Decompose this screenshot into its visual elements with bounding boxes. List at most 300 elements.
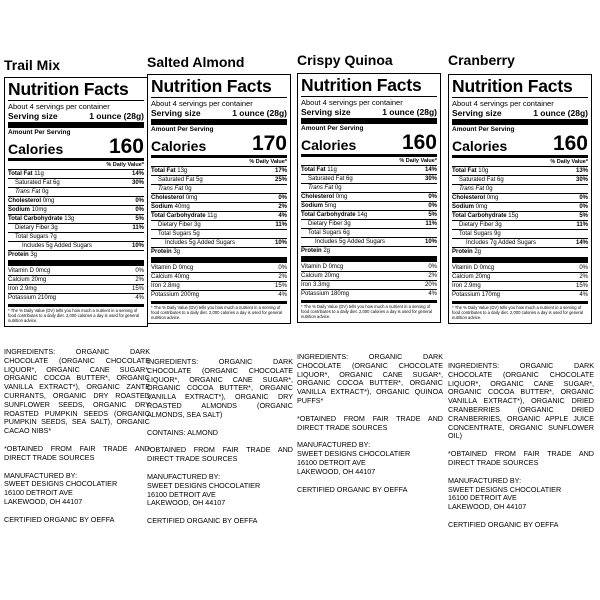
nutrient-amount: 0g — [41, 189, 49, 195]
divider-medium — [151, 155, 287, 158]
nutrient-row — [8, 214, 144, 223]
vitamin-daily-value: 0% — [278, 265, 287, 271]
nutrition-facts-title: Nutrition Facts — [452, 76, 573, 96]
nutrient-amount: 40mg — [174, 204, 190, 210]
nutrient-label — [151, 185, 192, 193]
nutrient-name: Total Fat — [8, 171, 33, 177]
vitamin-label: Iron 2.9mg — [452, 283, 481, 289]
manufacturer-line: LAKEWOOD, OH 44107 — [4, 496, 83, 506]
nutrient-amount: 0mg — [475, 204, 488, 210]
nutrient-row — [301, 174, 437, 183]
nutrient-name: Total Sugars — [15, 234, 49, 240]
daily-value-header: % Daily Value* — [550, 159, 588, 165]
calories-row — [151, 134, 287, 154]
nutrient-name: Includes 7g Added Sugars — [466, 240, 537, 246]
fair-trade-note: *OBTAINED FROM FAIR TRADE AND DIRECT TRADE SOURCES — [297, 413, 443, 432]
divider-medium — [301, 154, 437, 157]
nutrient-label — [151, 248, 180, 256]
divider-thick — [452, 257, 588, 263]
certification: CERTIFIED ORGANIC BY OEFFA — [448, 519, 559, 529]
vitamin-row — [301, 263, 437, 271]
vitamin-label: Vitamin D 0mcg — [301, 264, 344, 270]
nutrient-daily-value: 0% — [579, 195, 588, 201]
nutrient-name: Saturated Fat — [308, 176, 345, 182]
nutrition-facts-title: Nutrition Facts — [301, 75, 422, 95]
fair-trade-note: *OBTAINED FROM FAIR TRADE AND DIRECT TRADE SOURCES — [448, 449, 594, 467]
nutrient-amount: 9g — [494, 231, 501, 237]
nutrient-label — [452, 167, 488, 175]
manufacturer-block — [448, 477, 594, 512]
vitamin-daily-value: 0% — [135, 268, 144, 274]
servings-per-container: About 4 servings per container — [301, 98, 403, 107]
nutrient-name: Trans Fat — [158, 186, 184, 192]
nutrient-daily-value: 17% — [274, 168, 287, 174]
product-title: Cranberry — [448, 52, 515, 68]
nutrient-daily-value: 30% — [131, 180, 144, 186]
calories-label: Calories — [301, 137, 357, 153]
vitamin-label: Vitamin D 0mcg — [151, 265, 194, 271]
nutrient-label — [8, 233, 57, 241]
nutrient-daily-value: 14% — [424, 167, 437, 173]
serving-size-row — [301, 107, 437, 117]
nutrient-label — [301, 184, 342, 192]
nutrient-label — [452, 203, 487, 211]
daily-value-header: % Daily Value* — [399, 158, 437, 164]
divider-thick — [8, 260, 144, 266]
nutrient-row — [8, 178, 144, 187]
nutrient-name: Cholesterol — [452, 195, 486, 201]
nutrition-facts-title: Nutrition Facts — [8, 79, 129, 99]
manufacturer-line: MANUFACTURED BY: — [147, 471, 221, 481]
serving-size-label: Serving size — [301, 107, 351, 117]
nutrient-amount: 5mg — [324, 203, 337, 209]
nutrient-name: Includes 5g Added Sugars — [22, 243, 93, 249]
nutrient-label — [8, 197, 54, 205]
ingredients-text: INGREDIENTS: ORGANIC DARK CHOCOLATE (ORGANIC CHOCOLATE LIQUOR*, ORGANIC CANE SUGAR*, ORGANIC COCOA BUTTER*, ORGANIC VANILLA EXTRACT*), ORGANIC DRY ROASTED ALMONDS (ORGANIC ALMONDS, SEA SALT) — [147, 357, 293, 419]
serving-size-value: 1 ounce (28g) — [232, 108, 287, 118]
nutrient-row — [8, 205, 144, 214]
nutrient-row — [301, 228, 437, 237]
divider — [8, 100, 144, 101]
certification: CERTIFIED ORGANIC BY OEFFA — [147, 516, 258, 526]
nutrient-name: Total Carbohydrate — [452, 213, 507, 219]
serving-size-row — [151, 108, 287, 118]
serving-size-row — [8, 111, 144, 121]
vitamin-daily-value: 4% — [428, 291, 437, 297]
nutrient-amount: 0mg — [486, 195, 499, 201]
nutrient-daily-value: 10% — [274, 240, 287, 246]
vitamin-label: Vitamin D 0mcg — [452, 265, 495, 271]
nutrient-row — [452, 175, 588, 184]
ingredients-text: INGREDIENTS: ORGANIC DARK CHOCOLATE (ORGANIC CHOCOLATE LIQUOR*, ORGANIC CANE SUGAR*, ORGANIC COCOA BUTTER*, ORGANIC VANILLA EXTRACT*), ORGANIC DRIED CRANBERRIES (ORGANIC DRIED CRANBERRIES, ORGANIC APPLE JUICE CONCENTRATE, ORGANIC SUNFLOWER OIL) — [448, 361, 594, 441]
manufacturer-line: SWEET DESIGNS CHOCOLATIER — [4, 479, 118, 489]
divider-thick — [452, 119, 588, 125]
nutrient-name: Total Carbohydrate — [151, 213, 206, 219]
vitamin-row — [8, 267, 144, 275]
divider — [452, 97, 588, 98]
fair-trade-note: *OBTAINED FROM FAIR TRADE AND DIRECT TRADE SOURCES — [4, 443, 150, 462]
manufacturer-block — [297, 441, 443, 476]
divider-medium — [452, 155, 588, 158]
nutrient-name: Protein — [452, 249, 473, 255]
vitamin-row — [8, 284, 144, 293]
nutrient-label — [151, 230, 200, 238]
calories-value: 160 — [401, 131, 437, 154]
nutrition-facts-panel — [448, 74, 592, 324]
nutrient-daily-value: 11% — [132, 225, 144, 231]
nutrient-amount: 7g — [50, 234, 57, 240]
nutrient-row — [151, 229, 287, 238]
vitamin-label: Vitamin D 0mcg — [8, 268, 51, 274]
vitamin-label: Calcium 40mg — [151, 274, 190, 280]
certification: CERTIFIED ORGANIC BY OEFFA — [4, 514, 115, 524]
nutrient-row — [301, 246, 437, 255]
nutrient-name: Saturated Fat — [15, 180, 52, 186]
nutrient-row — [151, 247, 287, 256]
manufacturer-line: 16100 DETROIT AVE — [147, 489, 216, 499]
nutrient-label — [151, 176, 203, 184]
nutrient-daily-value: 0% — [428, 194, 437, 200]
nutrient-name: Trans Fat — [15, 189, 41, 195]
nutrient-row — [8, 250, 144, 259]
nutrient-label — [151, 194, 197, 202]
vitamin-row — [452, 290, 588, 299]
serving-size-value: 1 ounce (28g) — [382, 107, 437, 117]
nutrient-amount: 2g — [323, 248, 331, 254]
nutrient-row — [8, 241, 144, 250]
nutrient-daily-value: 10% — [131, 243, 144, 249]
nutrient-row — [151, 220, 287, 229]
product-title: Trail Mix — [4, 57, 61, 73]
nutrient-daily-value: 5% — [135, 216, 144, 222]
divider-thick — [151, 257, 287, 263]
calories-label: Calories — [452, 138, 508, 154]
nutrient-daily-value: 13% — [575, 168, 588, 174]
nutrient-label — [452, 230, 501, 238]
manufacturer-line: MANUFACTURED BY: — [297, 440, 371, 450]
nutrient-daily-value: 0% — [428, 203, 437, 209]
nutrient-label — [301, 202, 336, 210]
serving-size-label: Serving size — [151, 108, 201, 118]
nutrient-row — [301, 165, 437, 174]
vitamin-row — [8, 293, 144, 302]
vitamin-daily-value: 4% — [278, 292, 287, 298]
amount-per-serving: Amount Per Serving — [452, 126, 515, 133]
nutrient-name: Total Sugars — [459, 231, 493, 237]
calories-value: 160 — [108, 135, 144, 158]
nutrient-name: Cholesterol — [151, 195, 185, 201]
manufacturer-block — [4, 472, 150, 507]
nutrient-amount: 0g — [485, 186, 493, 192]
vitamin-label: Potassium 180mg — [301, 291, 350, 297]
calories-label: Calories — [8, 141, 64, 157]
nutrient-label — [8, 188, 49, 196]
nutrient-daily-value: 0% — [135, 207, 144, 213]
serving-size-label: Serving size — [452, 108, 502, 118]
nutrient-amount: 11g — [207, 213, 217, 219]
amount-per-serving: Amount Per Serving — [301, 125, 364, 132]
nutrient-label — [8, 206, 47, 214]
nutrient-daily-value: 2% — [278, 204, 287, 210]
daily-value-footnote: * The % Daily Value (DV) tells you how much a nutrient in a serving of food contributes to a daily diet. 2,000 calories a day is used for general nutrition advice. — [452, 301, 588, 320]
calories-value: 160 — [552, 132, 588, 155]
vitamin-daily-value: 2% — [135, 277, 144, 283]
vitamin-row — [301, 289, 437, 298]
vitamin-daily-value: 0% — [428, 264, 437, 270]
nutrient-name: Includes 5g Added Sugars — [165, 240, 236, 246]
vitamin-row — [452, 281, 588, 290]
nutrient-row — [301, 219, 437, 228]
nutrient-label — [301, 229, 350, 237]
nutrient-amount: 6g — [53, 180, 60, 186]
allergen-statement: CONTAINS: ALMOND — [147, 427, 218, 437]
nutrient-amount: 2g — [474, 249, 482, 255]
nutrient-row — [8, 196, 144, 205]
daily-value-footnote: * The % Daily Value (DV) tells you how much a nutrient in a serving of food contributes to a daily diet. 2,000 calories a day is used for general nutrition advice. — [8, 304, 144, 323]
vitamin-row — [151, 290, 287, 299]
manufacturer-line: LAKEWOOD, OH 44107 — [448, 502, 527, 512]
calories-row — [301, 133, 437, 153]
manufacturer-line: SWEET DESIGNS CHOCOLATIER — [297, 449, 411, 459]
nutrient-amount: 0mg — [42, 198, 55, 204]
amount-per-serving: Amount Per Serving — [8, 129, 71, 136]
nutrient-amount: 6g — [497, 177, 504, 183]
nutrient-label — [452, 248, 481, 256]
nutrient-amount: 10mg — [31, 207, 47, 213]
nutrient-row — [452, 229, 588, 238]
manufacturer-line: LAKEWOOD, OH 44107 — [297, 466, 376, 476]
vitamin-daily-value: 4% — [135, 295, 144, 301]
nutrient-name: Dietary Fiber — [15, 225, 50, 231]
vitamin-row — [452, 272, 588, 281]
nutrient-name: Protein — [301, 248, 322, 254]
nutrient-amount: 11g — [327, 167, 337, 173]
nutrient-amount: 3g — [495, 222, 502, 228]
nutrient-amount: 0g — [184, 186, 192, 192]
nutrient-label — [301, 238, 385, 246]
nutrient-row — [151, 193, 287, 202]
nutrition-facts-panel — [147, 74, 291, 324]
vitamin-label: Calcium 20mg — [301, 273, 340, 279]
nutrient-label — [151, 239, 235, 247]
vitamin-daily-value: 2% — [278, 274, 287, 280]
vitamin-row — [452, 264, 588, 272]
nutrient-label — [301, 193, 347, 201]
nutrient-name: Total Carbohydrate — [8, 216, 63, 222]
nutrient-name: Cholesterol — [8, 198, 42, 204]
vitamin-label: Iron 3.3mg — [301, 282, 330, 288]
nutrient-name: Protein — [8, 252, 29, 258]
nutrient-amount: 3g — [344, 221, 351, 227]
nutrient-amount: 0mg — [185, 195, 198, 201]
manufacturer-line: SWEET DESIGNS CHOCOLATIER — [448, 484, 562, 494]
nutrient-name: Sodium — [452, 204, 474, 210]
nutrient-label — [8, 242, 92, 250]
divider — [301, 96, 437, 97]
daily-value-header: % Daily Value* — [106, 162, 144, 168]
nutrient-row — [301, 192, 437, 201]
vitamin-daily-value: 20% — [424, 282, 437, 288]
fair-trade-note: *OBTAINED FROM FAIR TRADE AND DIRECT TRADE SOURCES — [147, 445, 293, 464]
nutrient-row — [301, 237, 437, 246]
nutrient-amount: 0g — [334, 185, 342, 191]
vitamin-daily-value: 2% — [579, 274, 588, 280]
ingredients-text: INGREDIENTS: ORGANIC DARK CHOCOLATE (ORGANIC CHOCOLATE LIQUOR*, ORGANIC CANE SUGAR*, ORGANIC COCOA BUTTER*, ORGANIC VANILLA EXTRACT*), ORGANIC QUINOA PUFFS* — [297, 352, 443, 405]
nutrient-row — [151, 166, 287, 175]
nutrition-facts-panel — [4, 77, 148, 327]
nutrient-label — [151, 212, 217, 220]
nutrient-row — [452, 220, 588, 229]
serving-size-value: 1 ounce (28g) — [89, 111, 144, 121]
nutrient-name: Trans Fat — [308, 185, 334, 191]
nutrient-name: Total Fat — [452, 168, 477, 174]
vitamin-label: Iron 2.8mg — [151, 283, 180, 289]
nutrient-amount: 14g — [357, 212, 368, 218]
nutrient-row — [8, 232, 144, 241]
nutrient-row — [8, 187, 144, 196]
vitamin-label: Iron 2.9mg — [8, 286, 37, 292]
nutrient-name: Sodium — [151, 204, 173, 210]
nutrient-amount: 0mg — [335, 194, 348, 200]
manufacturer-line: 16100 DETROIT AVE — [448, 493, 517, 503]
nutrient-name: Dietary Fiber — [459, 222, 494, 228]
vitamin-daily-value: 0% — [579, 265, 588, 271]
nutrient-label — [151, 203, 190, 211]
manufacturer-line: MANUFACTURED BY: — [4, 470, 78, 480]
nutrient-name: Total Fat — [301, 167, 326, 173]
nutrient-amount: 5g — [193, 231, 200, 237]
amount-per-serving: Amount Per Serving — [151, 126, 214, 133]
nutrient-daily-value: 14% — [575, 240, 588, 246]
nutrient-name: Dietary Fiber — [308, 221, 343, 227]
nutrient-label — [151, 167, 187, 175]
nutrient-row — [452, 202, 588, 211]
servings-per-container: About 4 servings per container — [8, 102, 110, 111]
vitamin-daily-value: 15% — [575, 283, 588, 289]
nutrient-daily-value: 11% — [576, 222, 588, 228]
nutrient-row — [301, 183, 437, 192]
vitamin-row — [151, 272, 287, 281]
calories-row — [8, 137, 144, 157]
certification: CERTIFIED ORGANIC BY OEFFA — [297, 484, 408, 494]
nutrient-label — [8, 215, 74, 223]
nutrient-row — [8, 169, 144, 178]
nutrient-amount: 6g — [346, 176, 353, 182]
nutrient-name: Saturated Fat — [459, 177, 496, 183]
vitamin-row — [8, 275, 144, 284]
nutrient-amount: 3g — [173, 249, 181, 255]
serving-size-label: Serving size — [8, 111, 58, 121]
vitamin-daily-value: 15% — [131, 286, 144, 292]
nutrient-amount: 15g — [508, 213, 519, 219]
vitamin-row — [151, 264, 287, 272]
nutrient-label — [301, 247, 330, 255]
vitamin-label: Potassium 200mg — [151, 292, 200, 298]
servings-per-container: About 4 servings per container — [151, 99, 253, 108]
nutrient-row — [452, 238, 588, 247]
nutrient-row — [452, 184, 588, 193]
vitamin-row — [301, 280, 437, 289]
divider-thick — [151, 119, 287, 125]
vitamin-label: Potassium 170mg — [452, 292, 501, 298]
nutrient-amount: 3g — [51, 225, 58, 231]
nutrient-daily-value: 30% — [424, 176, 437, 182]
vitamin-label: Calcium 20mg — [8, 277, 47, 283]
product-title: Crispy Quinoa — [297, 52, 393, 68]
nutrient-label — [452, 176, 504, 184]
nutrient-name: Includes 5g Added Sugars — [315, 239, 386, 245]
nutrient-label — [301, 211, 367, 219]
vitamin-label: Potassium 210mg — [8, 295, 57, 301]
ingredients-block — [448, 362, 594, 539]
nutrient-amount: 11g — [34, 171, 44, 177]
nutrient-name: Total Fat — [151, 168, 176, 174]
calories-row — [452, 134, 588, 154]
vitamin-daily-value: 15% — [274, 283, 287, 289]
calories-value: 170 — [251, 132, 287, 155]
manufacturer-line: MANUFACTURED BY: — [448, 475, 522, 485]
nutrient-amount: 3g — [30, 252, 38, 258]
nutrient-amount: 6g — [343, 230, 350, 236]
ingredients-block — [147, 358, 293, 535]
nutrient-label — [8, 179, 60, 187]
nutrient-name: Sodium — [8, 207, 30, 213]
manufacturer-line: SWEET DESIGNS CHOCOLATIER — [147, 480, 261, 490]
nutrient-row — [151, 238, 287, 247]
servings-per-container: About 4 servings per container — [452, 99, 554, 108]
nutrient-row — [151, 184, 287, 193]
nutrition-facts-panel — [297, 73, 441, 323]
nutrient-daily-value: 14% — [131, 171, 144, 177]
nutrient-row — [8, 223, 144, 232]
divider-medium — [8, 158, 144, 161]
daily-value-header: % Daily Value* — [249, 159, 287, 165]
nutrient-daily-value: 0% — [135, 198, 144, 204]
calories-label: Calories — [151, 138, 207, 154]
nutrient-row — [151, 175, 287, 184]
vitamin-label: Calcium 20mg — [452, 274, 491, 280]
nutrient-label — [452, 194, 498, 202]
nutrient-label — [8, 251, 37, 259]
nutrient-daily-value: 10% — [424, 239, 437, 245]
ingredients-block — [297, 353, 443, 503]
serving-size-row — [452, 108, 588, 118]
nutrient-label — [452, 221, 502, 229]
nutrient-name: Total Sugars — [158, 231, 192, 237]
nutrient-row — [452, 166, 588, 175]
nutrient-label — [452, 239, 536, 247]
nutrient-daily-value: 4% — [278, 213, 287, 219]
vitamin-daily-value: 4% — [579, 292, 588, 298]
nutrient-label — [301, 220, 351, 228]
nutrient-daily-value: 0% — [579, 204, 588, 210]
nutrient-daily-value: 5% — [579, 213, 588, 219]
nutrient-label — [301, 166, 337, 174]
nutrient-label — [151, 221, 201, 229]
nutrient-name: Protein — [151, 249, 172, 255]
nutrient-daily-value: 25% — [274, 177, 287, 183]
nutrient-label — [452, 212, 518, 220]
nutrient-amount: 13g — [64, 216, 75, 222]
daily-value-footnote: * The % Daily Value (DV) tells you how much a nutrient in a serving of food contributes to a daily diet. 2,000 calories a day is used for general nutrition advice. — [301, 300, 437, 319]
nutrient-name: Sodium — [301, 203, 323, 209]
nutrient-name: Saturated Fat — [158, 177, 195, 183]
nutrient-row — [151, 202, 287, 211]
manufacturer-line: LAKEWOOD, OH 44107 — [147, 498, 226, 508]
product-title: Salted Almond — [147, 54, 245, 70]
serving-size-value: 1 ounce (28g) — [533, 108, 588, 118]
nutrient-row — [452, 211, 588, 220]
